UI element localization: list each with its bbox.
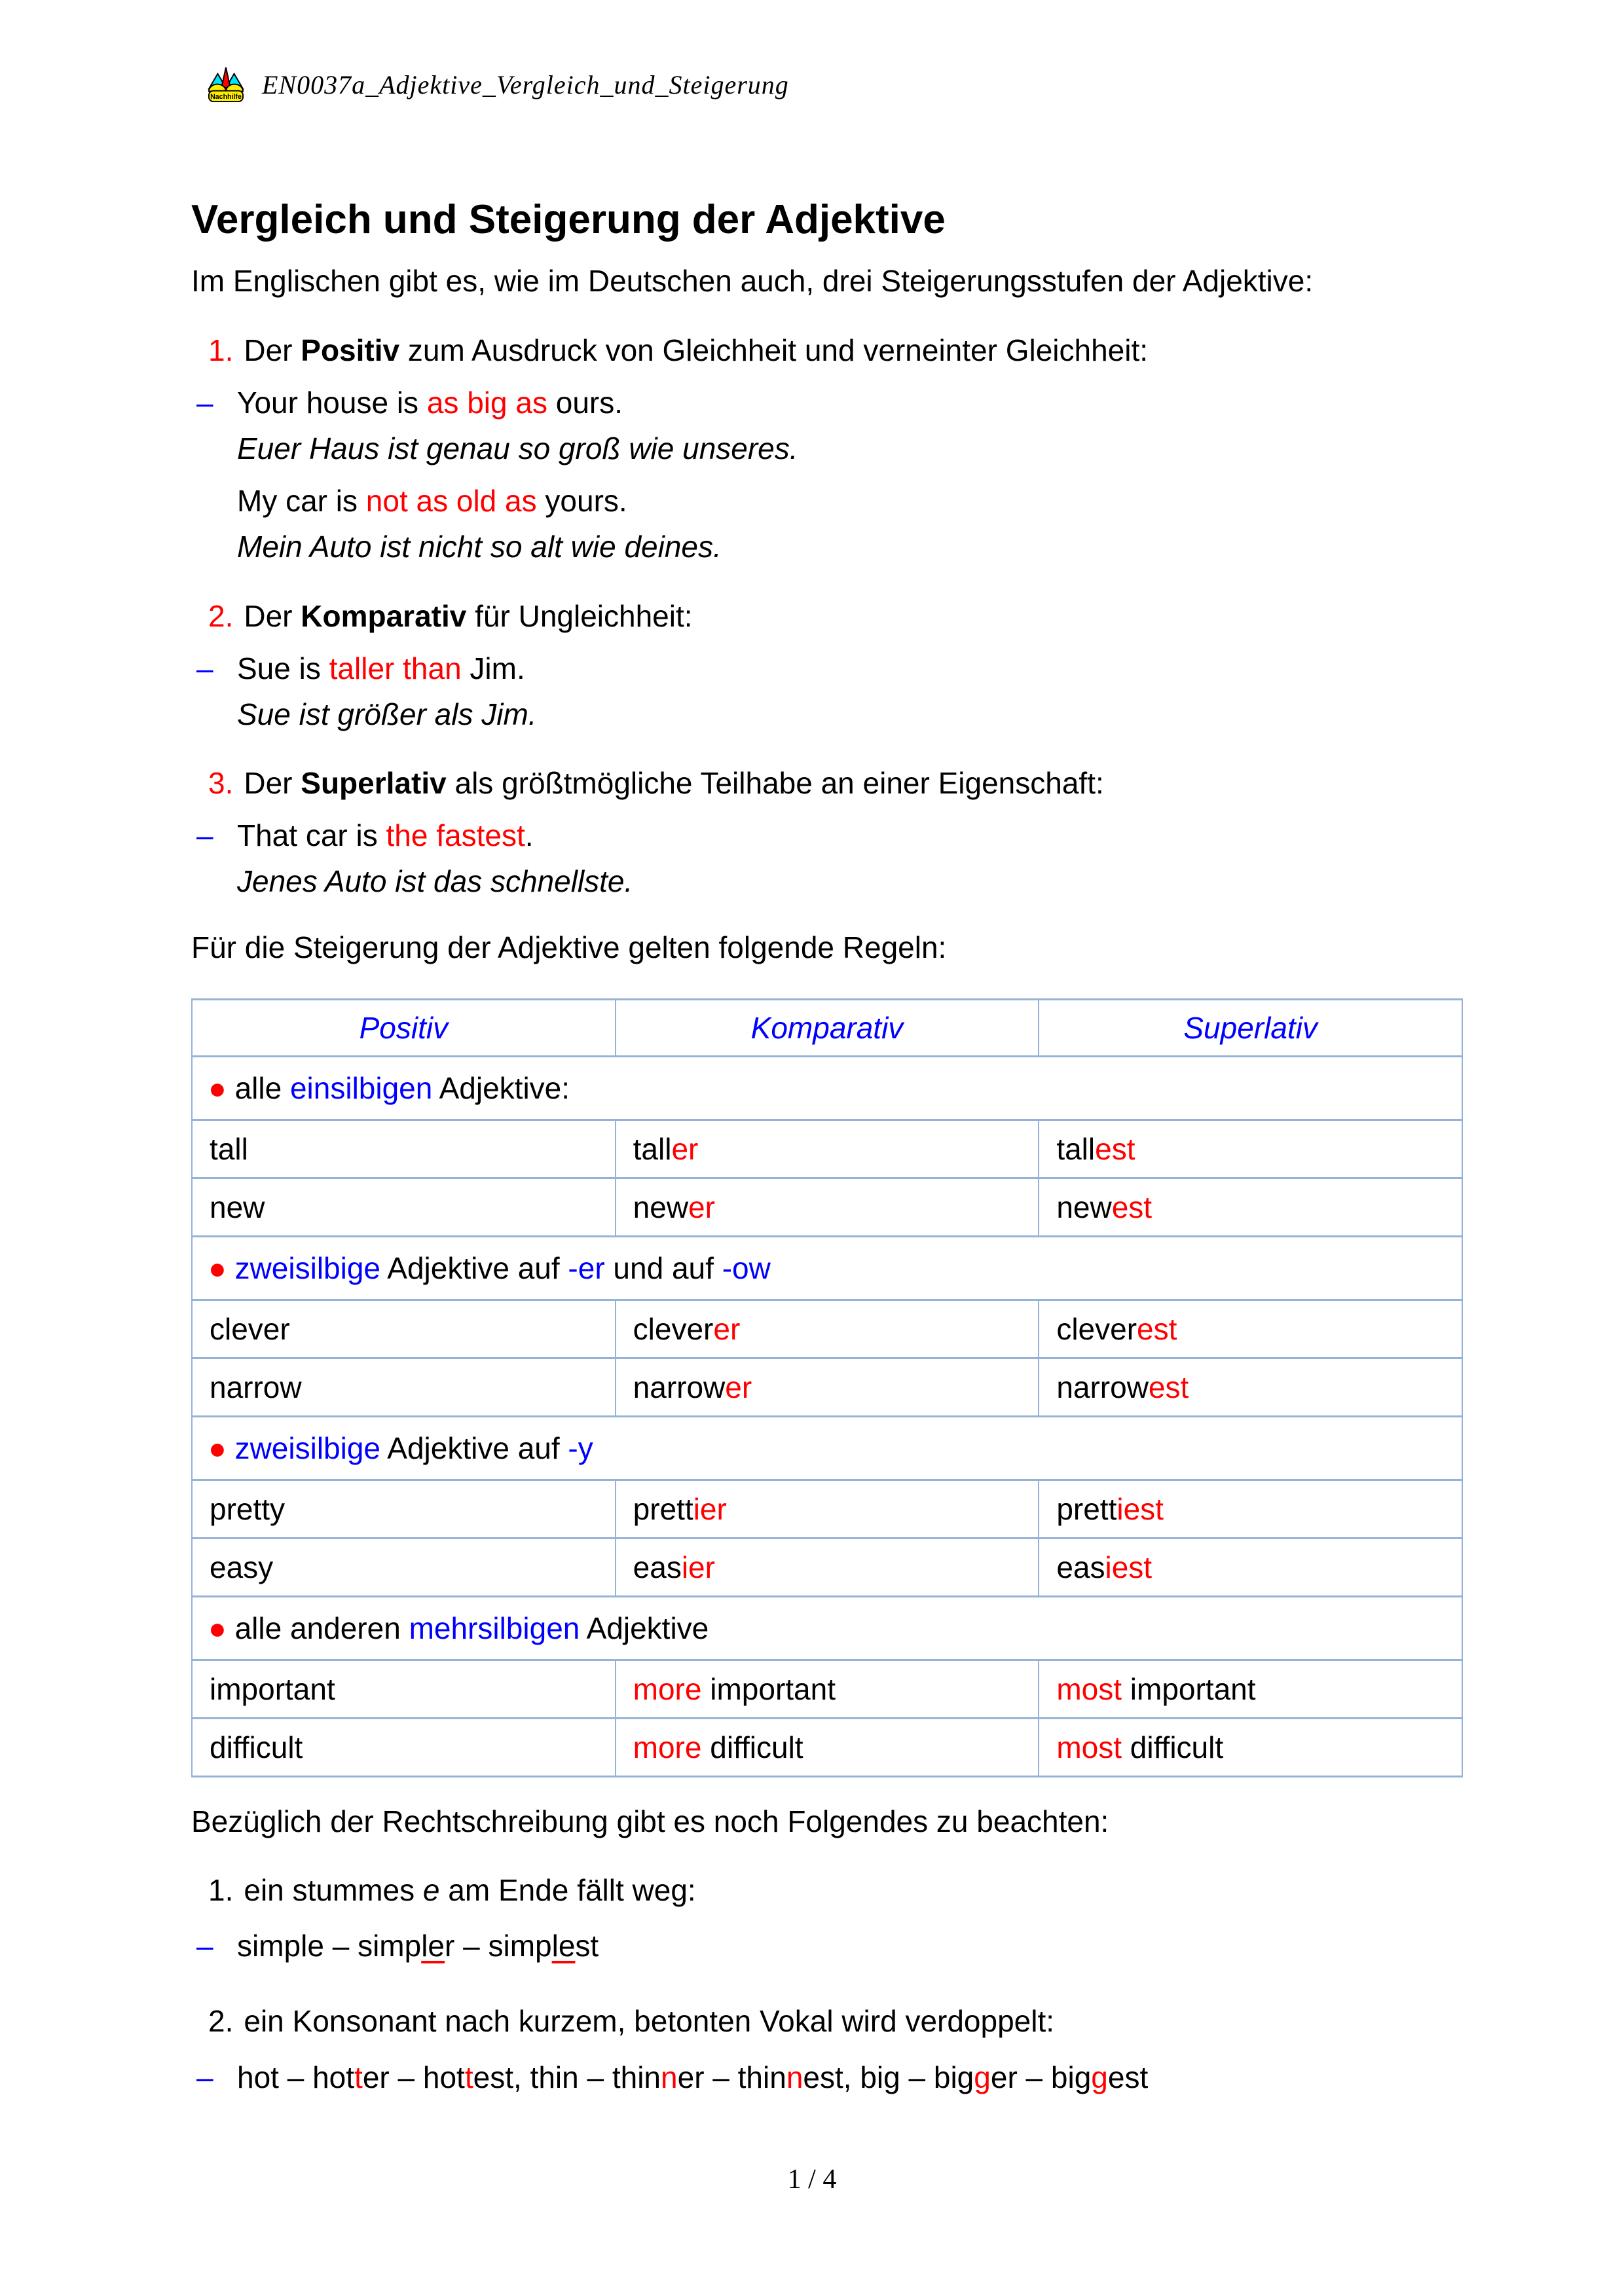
dash-bullet: – (196, 2060, 213, 2094)
dash-bullet: – (196, 1929, 213, 1963)
example-line (196, 1928, 1467, 1964)
numbered-heading-konsonant (208, 2003, 1467, 2039)
header-filename: EN0037a_Adjektive_Vergleich_und_Steigerung (262, 69, 789, 100)
list-number: 1. (208, 1873, 234, 1908)
page-title: Vergleich und Steigerung der Adjektive (191, 197, 946, 242)
numbered-heading-superlativ (208, 765, 1467, 801)
table-cell: pretty (192, 1480, 616, 1538)
logo-label: Nachhilfe (210, 93, 242, 101)
column-header-komparativ: Komparativ (616, 999, 1039, 1056)
example-line (196, 818, 1467, 854)
heading-text: Der Superlativ als größtmögliche Teilhabe an einer Eigenschaft: (244, 766, 1104, 801)
category-cell: ● alle anderen mehrsilbigen Adjektive (192, 1596, 1462, 1660)
table-row (192, 1120, 1462, 1178)
heading-text: Der Komparativ für Ungleichheit: (244, 598, 693, 633)
table-cell: more difficult (616, 1718, 1039, 1776)
document-header (207, 65, 1624, 103)
dash-bullet: – (196, 385, 213, 420)
table-row (192, 1660, 1462, 1718)
heading-text: ein Konsonant nach kurzem, betonten Vokal wird verdoppelt: (244, 2004, 1055, 2039)
dash-bullet: – (196, 818, 213, 853)
table-cell: cleverer (616, 1300, 1039, 1358)
translation-line: Euer Haus ist genau so groß wie unseres. (237, 431, 798, 465)
table-cell: easier (616, 1538, 1039, 1596)
list-number: 2. (208, 2004, 234, 2039)
table-row (192, 1300, 1462, 1358)
example-text: That car is the fastest. (237, 818, 534, 853)
table-cell: narrowest (1039, 1358, 1462, 1416)
example-text: hot – hotter – hottest, thin – thinner – thinnest, big – bigger – biggest (237, 2060, 1149, 2094)
dash-bullet: – (196, 651, 213, 685)
example-text: simple – simpler – simplest (237, 1929, 599, 1963)
example-text: Your house is as big as ours. (237, 385, 623, 420)
table-row (192, 1178, 1462, 1236)
table-cell: tallest (1039, 1120, 1462, 1178)
table-row (192, 1596, 1462, 1660)
table-header-row (192, 999, 1462, 1056)
table-cell: new (192, 1178, 616, 1236)
example-text: My car is not as old as yours. (237, 484, 627, 519)
table-cell: most difficult (1039, 1718, 1462, 1776)
translation-line: Sue ist größer als Jim. (237, 697, 537, 731)
table-cell: narrower (616, 1358, 1039, 1416)
translation-line: Mein Auto ist nicht so alt wie deines. (237, 530, 722, 564)
heading-text: Der Positiv zum Ausdruck von Gleichheit und verneinter Gleichheit: (244, 333, 1149, 367)
table-cell: tall (192, 1120, 616, 1178)
list-number: 3. (208, 766, 234, 801)
category-cell: ● alle einsilbigen Adjektive: (192, 1056, 1462, 1120)
table-cell: more important (616, 1660, 1039, 1718)
intro-paragraph: Im Englischen gibt es, wie im Deutschen auch, drei Steigerungsstufen der Adjektive: (191, 264, 1314, 299)
numbered-heading-positiv (208, 333, 1467, 369)
table-cell: narrow (192, 1358, 616, 1416)
example-text: Sue is taller than Jim. (237, 651, 525, 685)
table-cell: most important (1039, 1660, 1462, 1718)
spelling-intro-paragraph: Bezüglich der Rechtschreibung gibt es noch Folgendes zu beachten: (191, 1804, 1109, 1838)
heading-text: ein stummes e am Ende fällt weg: (244, 1873, 696, 1908)
table-row (192, 1538, 1462, 1596)
column-header-superlativ: Superlativ (1039, 999, 1462, 1056)
table-row (192, 1480, 1462, 1538)
list-number: 1. (208, 333, 234, 367)
table-cell: cleverest (1039, 1300, 1462, 1358)
example-line (196, 651, 1467, 687)
table-cell: easiest (1039, 1538, 1462, 1596)
table-cell: easy (192, 1538, 616, 1596)
table-cell: prettiest (1039, 1480, 1462, 1538)
translation-line: Jenes Auto ist das schnellste. (237, 864, 633, 899)
category-cell: ● zweisilbige Adjektive auf -er und auf -ow (192, 1236, 1462, 1300)
table-cell: newer (616, 1178, 1039, 1236)
category-cell: ● zweisilbige Adjektive auf -y (192, 1416, 1462, 1480)
table-row (192, 1718, 1462, 1776)
table-cell: newest (1039, 1178, 1462, 1236)
numbered-heading-komparativ (208, 598, 1467, 634)
column-header-positiv: Positiv (192, 999, 616, 1056)
table-cell: taller (616, 1120, 1039, 1178)
table-row (192, 1416, 1462, 1480)
list-number: 2. (208, 598, 234, 633)
example-line (196, 385, 1467, 421)
table-cell: important (192, 1660, 616, 1718)
table-row (192, 1236, 1462, 1300)
table-cell: clever (192, 1300, 616, 1358)
numbered-heading-stummes-e (208, 1872, 1467, 1908)
example-line (196, 2060, 1467, 2096)
table-intro-paragraph: Für die Steigerung der Adjektive gelten folgende Regeln: (191, 930, 947, 964)
adjective-comparison-table (191, 998, 1463, 1777)
table-row (192, 1358, 1462, 1416)
page-number: 1 / 4 (787, 2164, 837, 2195)
table-cell: prettier (616, 1480, 1039, 1538)
example-line (196, 483, 1467, 519)
table-row (192, 1056, 1462, 1120)
nachhilfe-logo-icon (207, 66, 245, 103)
table-cell: difficult (192, 1718, 616, 1776)
